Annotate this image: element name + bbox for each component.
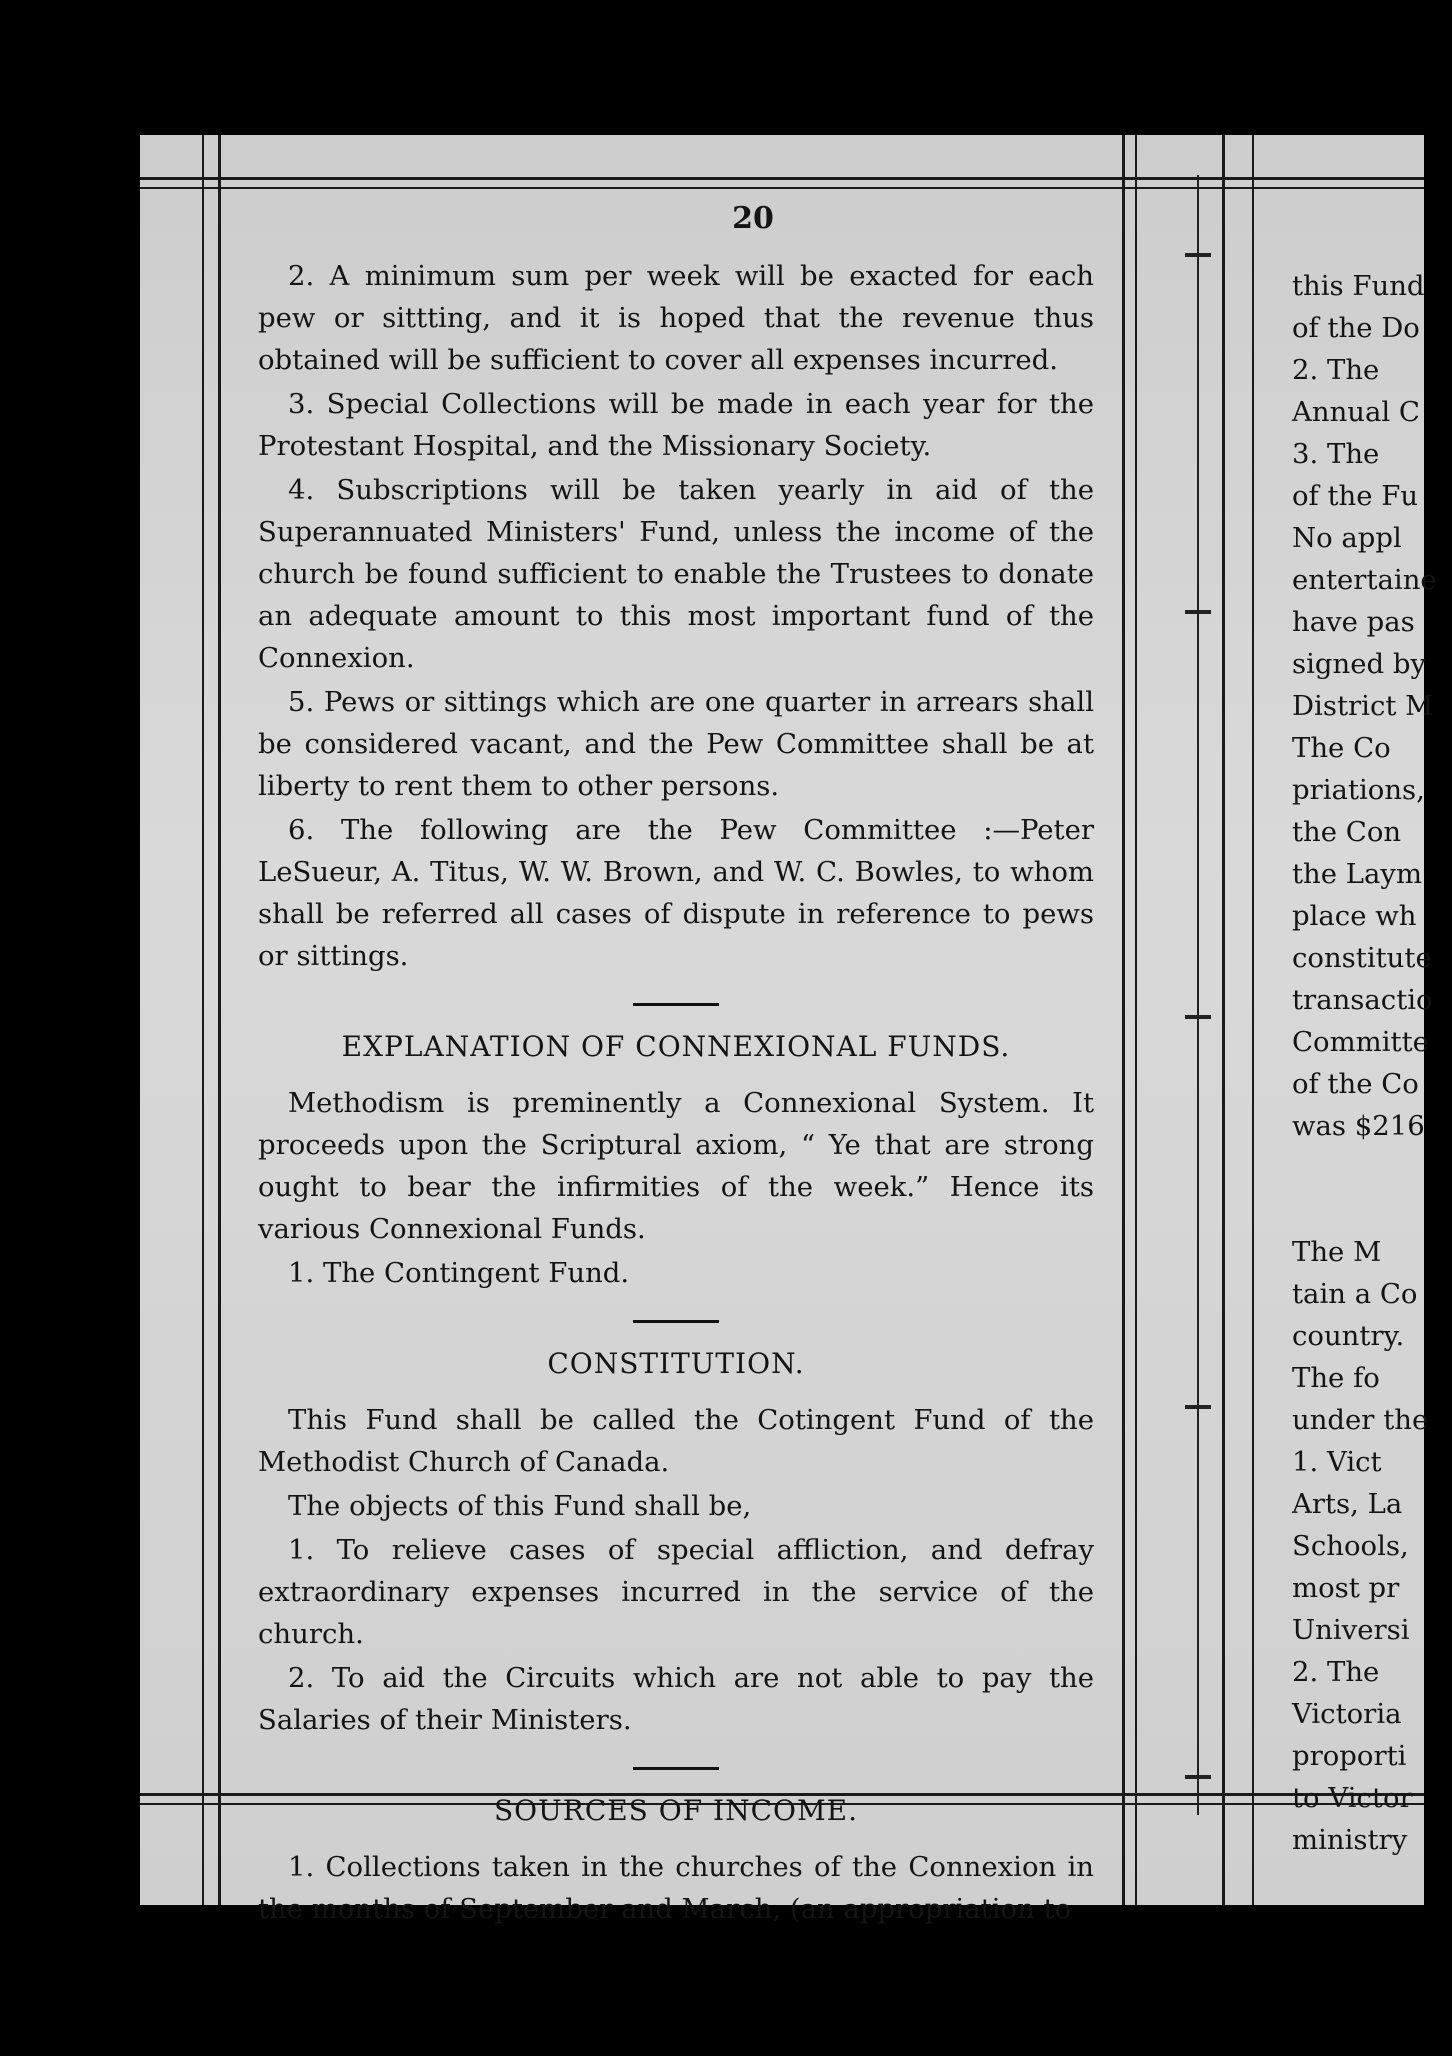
- right-page-line: Schools,: [1292, 1530, 1409, 1562]
- rule-paragraph-3: 3. Special Collections will be made in each year for the Protestant Hospital, and the Missionary Society.: [258, 388, 1094, 462]
- right-page-line: signed by: [1292, 648, 1426, 680]
- right-page-line: priations,: [1292, 774, 1425, 806]
- right-page-line: The fo: [1292, 1362, 1380, 1394]
- right-page-line: 3. The: [1292, 438, 1380, 470]
- right-page-line: Universi: [1292, 1614, 1410, 1646]
- right-page-fragments: [1292, 265, 1452, 1861]
- right-page-line: entertaine: [1292, 564, 1437, 596]
- right-page-line: transactio: [1292, 984, 1433, 1016]
- rule-paragraph-5: 5. Pews or sittings which are one quarter in arrears shall be considered vacant, and the Pew Committee shall be at liberty to rent them to other persons.: [258, 686, 1094, 802]
- left-page-text: [258, 255, 1094, 1930]
- left-page: [258, 193, 1248, 1925]
- funds-item-1: 1. The Contingent Fund.: [288, 1257, 630, 1289]
- right-page-line: place wh: [1292, 900, 1417, 932]
- section-divider: [633, 1767, 719, 1770]
- right-page-line: the Laym: [1292, 858, 1423, 890]
- right-page-line: most pr: [1292, 1572, 1400, 1604]
- right-page-line: Arts, La: [1292, 1488, 1403, 1520]
- right-page-line: was $216: [1292, 1110, 1425, 1142]
- right-page-line: have pas: [1292, 606, 1415, 638]
- right-page-line: 2. The: [1292, 354, 1380, 386]
- right-page-line: tain a Co: [1292, 1278, 1418, 1310]
- right-page-line: to Victor: [1292, 1782, 1413, 1814]
- constitution-paragraph-3: 1. To relieve cases of special affliction, and defray extraordinary expenses incurred in the service of the church.: [258, 1534, 1094, 1650]
- constitution-paragraph-1: This Fund shall be called the Cotingent Fund of the Methodist Church of Canada.: [258, 1404, 1094, 1478]
- right-page-line: [1292, 1147, 1452, 1189]
- right-page-line: of the Do: [1292, 312, 1420, 344]
- right-page-line: country.: [1292, 1320, 1405, 1352]
- section-divider: [633, 1320, 719, 1323]
- right-page-line: ministry: [1292, 1824, 1408, 1856]
- right-page-line: [1292, 1189, 1452, 1231]
- rule-paragraph-2: 2. A minimum sum per week will be exacted for each pew or sittting, and it is hoped that the revenue thus obtained will be sufficient to cover all expenses incurred.: [258, 260, 1094, 376]
- right-page-line: of the Fu: [1292, 480, 1419, 512]
- rule-paragraph-4: 4. Subscriptions will be taken yearly in aid of the Superannuated Ministers' Fund, unless the income of the church be found sufficient to enable the Trustees to donate an adequate amount to this most important fund of the Connexion.: [258, 474, 1094, 674]
- right-page-line: No appl: [1292, 522, 1402, 554]
- right-page-line: proporti: [1292, 1740, 1407, 1772]
- section-divider: [633, 1003, 719, 1006]
- constitution-paragraph-4: 2. To aid the Circuits which are not able to pay the Salaries of their Ministers.: [258, 1662, 1094, 1736]
- right-page-line: the Con: [1292, 816, 1402, 848]
- right-page-line: District M: [1292, 690, 1434, 722]
- scanned-page: [140, 135, 1437, 1925]
- right-page-line: The Co: [1292, 732, 1391, 764]
- right-page-line: 1. Vict: [1292, 1446, 1382, 1478]
- right-page-line: under the: [1292, 1404, 1429, 1436]
- rule-paragraph-6: 6. The following are the Pew Committee :—Peter LeSueur, A. Titus, W. W. Brown, and W. C. Bowles, to whom shall be referred all cases of dispute in reference to pews or sittings.: [258, 814, 1094, 972]
- right-page-line: of the Co: [1292, 1068, 1419, 1100]
- heading-connexional-funds: EXPLANATION OF CONNEXIONAL FUNDS.: [341, 1030, 1011, 1063]
- income-paragraph-1: 1. Collections taken in the churches of the Connexion in the months of September and March, (an appropriation to: [258, 1851, 1094, 1925]
- heading-sources-of-income: SOURCES OF INCOME.: [494, 1794, 858, 1827]
- right-page-line: The M: [1292, 1236, 1382, 1268]
- funds-paragraph: Methodism is preminently a Connexional System. It proceeds upon the Scriptural axiom, “ Ye that are strong ought to bear the infirmities of the week.” Hence its various Connexional Funds.: [258, 1087, 1094, 1245]
- page-number: 20: [732, 201, 774, 236]
- right-page-line: constitute: [1292, 942, 1432, 974]
- right-page-line: 2. The: [1292, 1656, 1380, 1688]
- right-page-line: Annual C: [1292, 396, 1420, 428]
- right-page-line: this Fund: [1292, 270, 1425, 302]
- right-page-line: Committe: [1292, 1026, 1429, 1058]
- heading-constitution: CONSTITUTION.: [547, 1347, 805, 1380]
- right-page-line: Victoria: [1292, 1698, 1402, 1730]
- constitution-paragraph-2: The objects of this Fund shall be,: [288, 1490, 752, 1522]
